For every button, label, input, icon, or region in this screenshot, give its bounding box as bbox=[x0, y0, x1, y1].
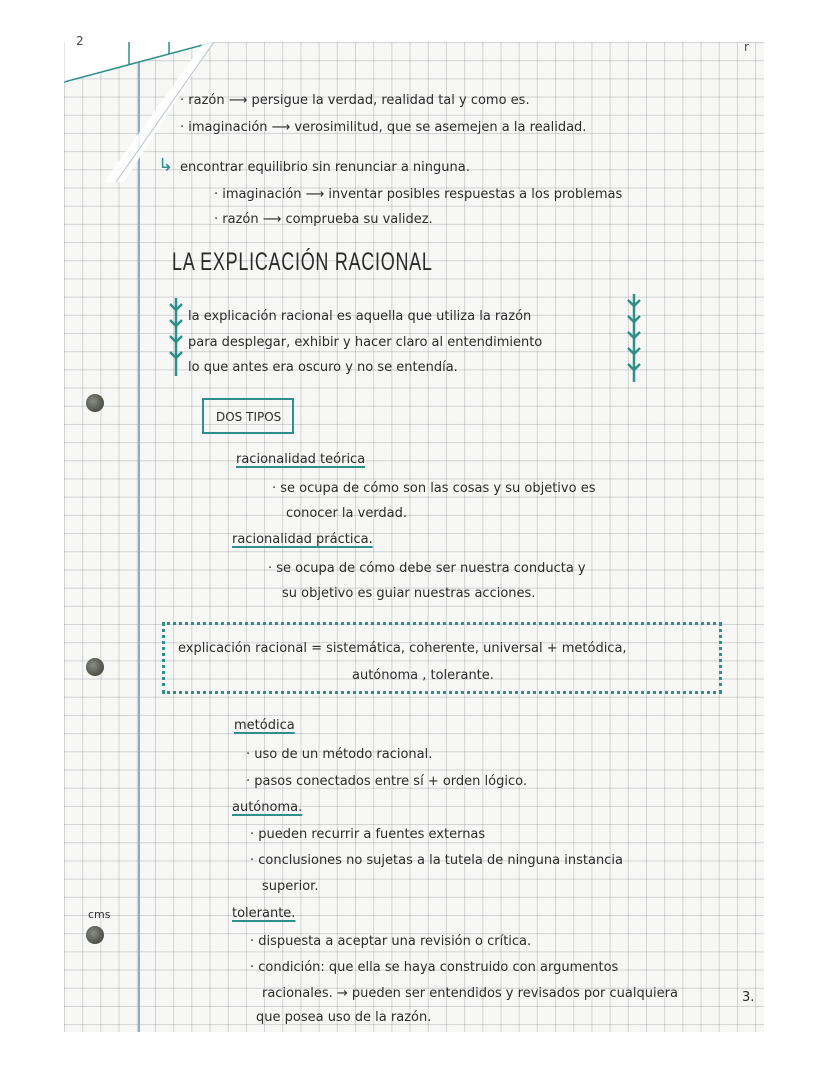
corner-mark-right: r bbox=[744, 40, 749, 54]
metodica-line: · pasos conectados entre sí + orden lógico. bbox=[246, 774, 527, 789]
teorica-line: conocer la verdad. bbox=[286, 506, 408, 521]
intro-line: · imaginación ⟶ verosimilitud, que se asemejen a la realidad. bbox=[180, 120, 587, 135]
metodica-heading: metódica bbox=[234, 718, 295, 733]
types-box-label: DOS TIPOS bbox=[216, 410, 282, 424]
practica-line: su objetivo es guiar nuestras acciones. bbox=[282, 586, 536, 601]
section-title: LA EXPLICACIÓN RACIONAL bbox=[172, 248, 433, 276]
balance-item: · imaginación ⟶ inventar posibles respuestas a los problemas bbox=[214, 187, 623, 202]
page-number: 3. bbox=[742, 990, 755, 1005]
balance-item: · razón ⟶ comprueba su validez. bbox=[214, 212, 433, 227]
tolerante-line: · condición: que ella se haya construido con argumentos bbox=[250, 960, 619, 975]
autonoma-line: superior. bbox=[262, 879, 319, 894]
margin-line bbox=[138, 42, 140, 1032]
binder-hole-2 bbox=[86, 658, 104, 676]
margin-note: cms bbox=[88, 908, 111, 921]
autonoma-line: · pueden recurrir a fuentes externas bbox=[250, 827, 486, 842]
teorica-heading: racionalidad teórica bbox=[236, 452, 366, 467]
types-box bbox=[202, 398, 294, 434]
summary-box bbox=[162, 622, 722, 694]
definition-line: la explicación racional es aquella que utiliza la razón bbox=[188, 309, 532, 324]
tolerante-line: racionales. → pueden ser entendidos y revisados por cualquiera bbox=[262, 986, 678, 1001]
vine-right-icon bbox=[626, 292, 642, 384]
tolerante-heading: tolerante. bbox=[232, 906, 296, 921]
balance-heading: encontrar equilibrio sin renunciar a ninguna. bbox=[180, 160, 470, 175]
tolerante-line: que posea uso de la razón. bbox=[256, 1010, 432, 1025]
practica-line: · se ocupa de cómo debe ser nuestra conducta y bbox=[268, 561, 586, 576]
intro-line: · razón ⟶ persigue la verdad, realidad tal y como es. bbox=[180, 93, 530, 108]
definition-line: para desplegar, exhibir y hacer claro al entendimiento bbox=[188, 335, 543, 350]
summary-line: autónoma , tolerante. bbox=[352, 668, 494, 683]
binder-hole-1 bbox=[86, 394, 104, 412]
teorica-line: · se ocupa de cómo son las cosas y su objetivo es bbox=[272, 481, 596, 496]
practica-heading: racionalidad práctica. bbox=[232, 532, 373, 547]
binder-hole-3 bbox=[86, 926, 104, 944]
vine-left-icon bbox=[168, 296, 184, 378]
definition-line: lo que antes era oscuro y no se entendía. bbox=[188, 360, 458, 375]
arrow-icon: ↳ bbox=[158, 155, 174, 176]
autonoma-line: · conclusiones no sujetas a la tutela de ninguna instancia bbox=[250, 853, 623, 868]
tolerante-line: · dispuesta a aceptar una revisión o crítica. bbox=[250, 934, 532, 949]
metodica-line: · uso de un método racional. bbox=[246, 747, 433, 762]
autonoma-heading: autónoma. bbox=[232, 800, 303, 815]
summary-line: explicación racional = sistemática, coherente, universal + metódica, bbox=[178, 641, 627, 656]
corner-mark-left: 2 bbox=[76, 34, 84, 48]
